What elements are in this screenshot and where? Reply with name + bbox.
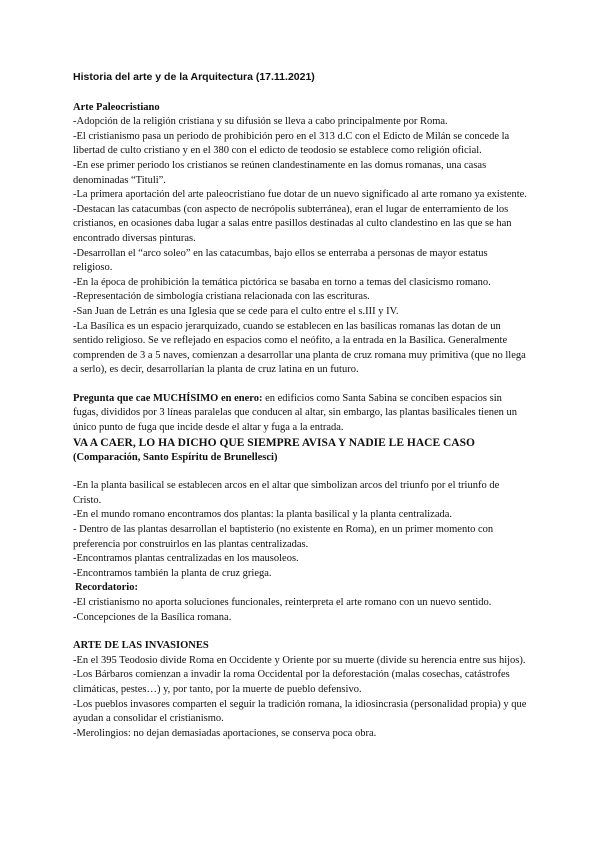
paragraph: -En ese primer periodo los cristianos se reúnen clandestinamente en las domus romanas, una casas denominadas “Tituli”.: [73, 159, 487, 186]
paragraph: -En la época de prohibición la temática pictórica se basaba en torno a temas del clasicismo romano.: [73, 276, 491, 288]
paragraph: -Los Bárbaros comienzan a invadir la roma Occidental por la deforestación (malas cosechas, catástrofes climáticas, pestes…) y, por tanto, por la muerte de pueblo defensivo.: [73, 669, 510, 695]
paragraph: -El cristianismo no aporta soluciones funcionales, reinterpreta el arte romano con un nuevo sentido.: [73, 597, 492, 608]
paragraph: -San Juan de Letrán es una Iglesia que se cede para el culto entre el s.III y IV.: [73, 305, 399, 317]
exam-bold-lead: Pregunta que cae MUCHÍSIMO en enero:: [73, 392, 263, 404]
paragraph: -Encontramos plantas centralizadas en los mausoleos.: [73, 553, 299, 565]
section-invasiones: [73, 639, 528, 741]
paragraph: -Desarrollan el “arco soleo” en las catacumbas, bajo ellos se enterraba a personas de mayor estatus religioso.: [73, 247, 488, 274]
paragraph: -Los pueblos invasores comparten el seguir la tradición romana, la idiosincrasia (personalidad propia) y que ayudan a consolidar el cristianismo.: [73, 698, 527, 725]
exam-paragraph: [73, 392, 528, 436]
paragraph: -La Basílica es un espacio jerarquizado, cuando se establecen en las basílicas romanas las dotan de un sentido religioso. Se ve reflejado en espacios como el neófito, a la entrada en la Basílica. Generalmente comprenden de 3 a 5 naves, comienzan a desarrollar una planta de cruz romana muy primitiva (que no llega a serlo), es decir, desarrollarían la planta de cruz latina en un futuro.: [73, 320, 526, 376]
spacer: [73, 625, 528, 639]
paragraph: - Dentro de las plantas desarrollan el baptisterio (no existente en Roma), en un primer momento con preferencia por construirlos en las plantas centralizadas.: [73, 524, 494, 550]
spacer: [73, 465, 528, 479]
paragraph: -Representación de simbología cristiana relacionada con las escrituras.: [73, 291, 370, 303]
paragraph: -En el mundo romano encontramos dos plantas: la planta basilical y la planta centralizada.: [73, 509, 453, 521]
exam-warning: VA A CAER, LO HA DICHO QUE SIEMPRE AVISA Y NADIE LE HACE CASO: [73, 436, 475, 449]
paragraph: -Encontramos también la planta de cruz griega.: [73, 567, 272, 579]
exam-comparison: (Comparación, Santo Espíritu de Brunellesci): [73, 451, 278, 463]
spacer: [73, 378, 528, 392]
paragraph: -El cristianismo pasa un periodo de prohibición pero en el 313 d.C con el Edicto de Milán se concede la libertad de culto cristiano y en el 380 con el edicto de teodosio se establece como religión oficial.: [73, 130, 510, 157]
section-paleocristiano: [73, 101, 528, 378]
paragraph: -La primera aportación del arte paleocristiano fue dotar de un nuevo significado al arte romano ya existente.: [73, 189, 527, 201]
section-plantas: [73, 479, 528, 625]
exam-note: [73, 392, 528, 465]
reminder-label: Recordatorio:: [75, 582, 138, 594]
paragraph: -Adopción de la religión cristiana y su difusión se lleva a cabo principalmente por Roma.: [73, 116, 448, 128]
paragraph: -Destacan las catacumbas (con aspecto de necrópolis subterránea), eran el lugar de enterramiento de los cristianos, en ocasiones daba lugar a salas entre pasillos destinadas al culto clandestino en las que se han encontrado diversas pinturas.: [73, 203, 512, 244]
paragraph: -Concepciones de la Basílica romana.: [73, 611, 232, 623]
section-heading: ARTE DE LAS INVASIONES: [73, 640, 209, 652]
paragraph: -En el 395 Teodosio divide Roma en Occidente y Oriente por su muerte (divide su herencia entre sus hijos).: [73, 654, 526, 666]
paragraph: -En la planta basilical se establecen arcos en el altar que simbolizan arcos del triunfo por el triunfo de Cristo.: [73, 480, 500, 506]
paragraph: -Merolingios: no dejan demasiadas aportaciones, se conserva poca obra.: [73, 727, 377, 739]
document-title: Historia del arte y de la Arquitectura (17.11.2021): [73, 71, 315, 83]
exam-text: en edificios como Santa Sabina se conciben espacios sin fugas, divididos por 3 líneas paralelas que conducen al altar, sin embargo, las plantas basilicales tienen un único punto de fuga que incide desde el altar y fuga a la entrada.: [73, 392, 518, 434]
section-heading: Arte Paleocristiano: [73, 101, 160, 113]
document-page: [73, 70, 528, 741]
